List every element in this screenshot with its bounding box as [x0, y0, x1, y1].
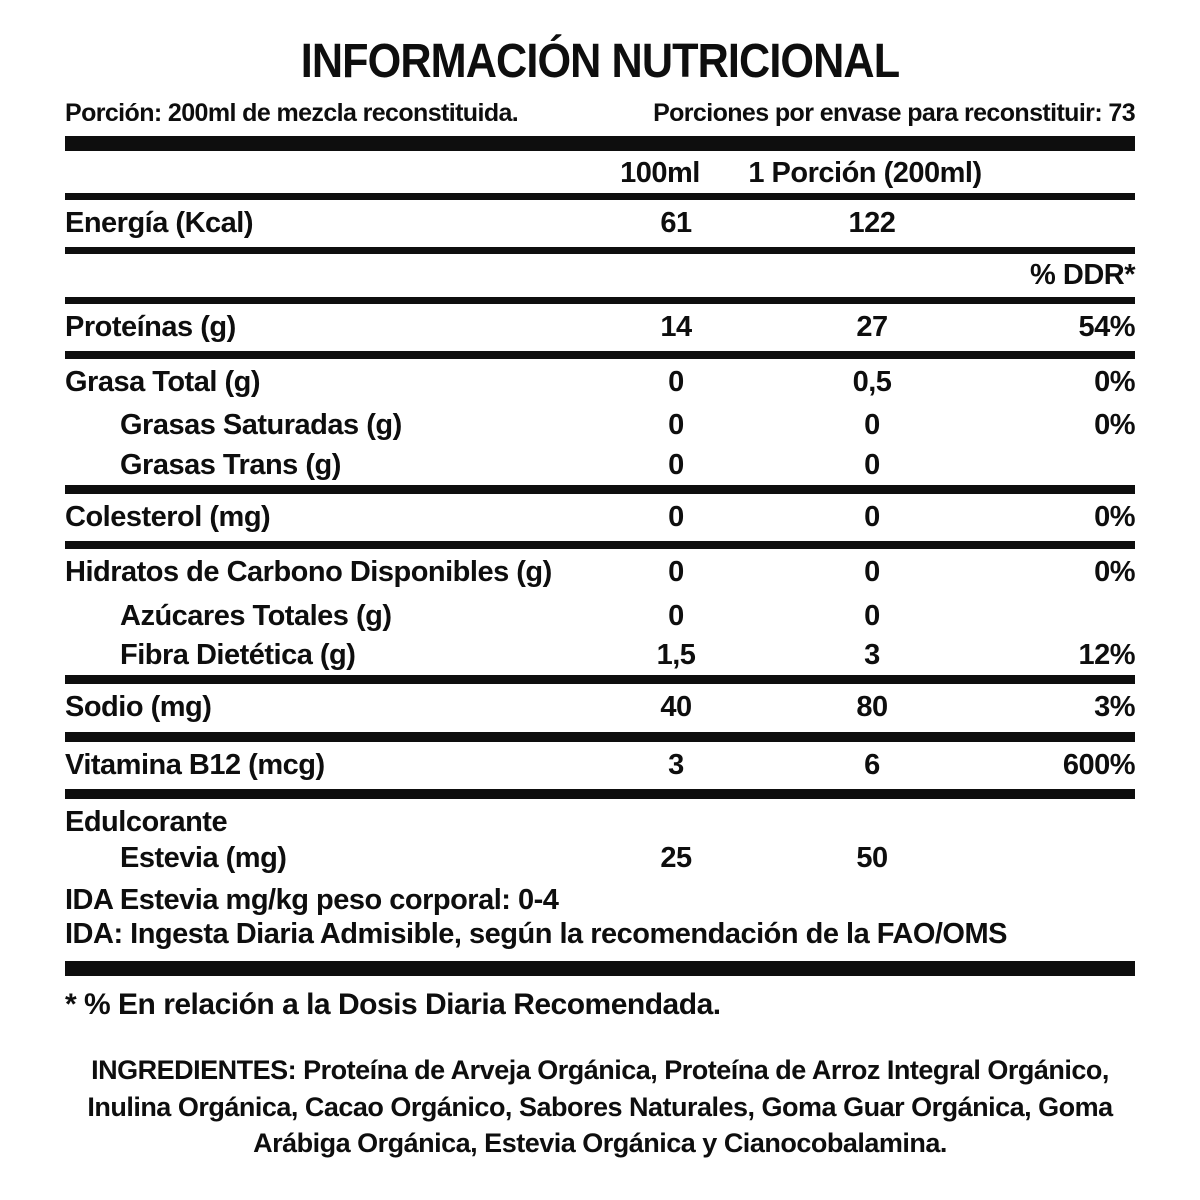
table-row-grasas-trans: [65, 446, 1135, 485]
table-row-estevia: [65, 839, 1135, 878]
value-ddr: 0%: [1094, 556, 1135, 589]
value-portion: 0: [864, 501, 880, 534]
value-ddr: [937, 449, 1135, 482]
nutrition-table: [65, 151, 1135, 879]
value-portion: 122: [848, 207, 896, 239]
serving-portion: Porción: 200ml de mezcla reconstituida.: [65, 99, 519, 127]
value-ddr: [937, 207, 1135, 240]
column-header-ddr: % DDR*: [1030, 259, 1135, 292]
table-row-energia: [65, 200, 1135, 247]
ddr-footnote: * % En relación a la Dosis Diaria Recomendada.: [65, 988, 721, 1022]
row-label: Grasa Total (g): [65, 366, 260, 399]
value-100ml: 3: [668, 748, 684, 781]
value-ddr: 0%: [1094, 501, 1135, 534]
row-label: Hidratos de Carbono Disponibles (g): [65, 556, 552, 589]
table-row-edulcorante: [65, 799, 1135, 839]
table-row-proteinas: [65, 304, 1135, 351]
table-row-vitamina-b12: [65, 742, 1135, 789]
value-ddr: 12%: [1078, 639, 1135, 672]
value-portion: 6: [864, 748, 880, 781]
table-row-colesterol: [65, 494, 1135, 541]
value-100ml: 0: [668, 448, 684, 481]
row-label: Colesterol (mg): [65, 501, 271, 534]
table-row-grasas-saturadas: [65, 406, 1135, 445]
value-100ml: 1,5: [656, 639, 696, 672]
value-100ml: 25: [660, 842, 692, 875]
divider-thick-top: [65, 136, 1135, 151]
table-row-grasa-total: [65, 359, 1135, 406]
value-100ml: 0: [668, 556, 684, 589]
value-portion: 0,5: [852, 366, 892, 399]
ddr-header-row: [65, 254, 1135, 296]
value-portion: 0: [864, 448, 880, 481]
divider: [65, 541, 1135, 549]
divider: [65, 675, 1135, 684]
divider: [65, 247, 1135, 254]
value-ddr: 54%: [1078, 310, 1135, 343]
value-ddr: [937, 842, 1135, 875]
row-label: Fibra Dietética (g): [120, 639, 356, 672]
row-label: Grasas Saturadas (g): [120, 409, 402, 442]
divider: [65, 485, 1135, 494]
column-header-100ml: 100ml: [620, 157, 700, 189]
value-portion: 0: [864, 599, 880, 632]
row-label: Grasas Trans (g): [120, 448, 341, 481]
value-portion: 80: [856, 691, 888, 724]
value-100ml: 0: [668, 599, 684, 632]
table-row-sodio: [65, 684, 1135, 731]
value-100ml: 0: [668, 501, 684, 534]
servings-per-container: Porciones por envase para reconstituir: 73: [653, 99, 1135, 127]
ida-notes: [65, 883, 1135, 951]
table-row-azucares: [65, 597, 1135, 636]
row-label: Estevia (mg): [120, 842, 287, 875]
value-100ml: 61: [660, 207, 692, 239]
row-label: Azúcares Totales (g): [120, 599, 392, 632]
divider-thick-bottom: [65, 961, 1135, 976]
value-ddr: [937, 600, 1135, 633]
row-label: Proteínas (g): [65, 310, 236, 343]
divider: [65, 351, 1135, 359]
row-label: Vitamina B12 (mcg): [65, 748, 325, 781]
ida-line-2: IDA: Ingesta Diaria Admisible, según la recomendación de la FAO/OMS: [65, 918, 1007, 951]
value-portion: 0: [864, 556, 880, 589]
value-portion: 27: [856, 310, 888, 343]
ingredients-text: INGREDIENTES: Proteína de Arveja Orgánica, Proteína de Arroz Integral Orgánico, Inulina Orgánica, Cacao Orgánico, Sabores Naturales, Goma Guar Orgánica, Goma Arábiga Orgánica, Estevia Orgánica y Cianocobalamina.: [87, 1055, 1113, 1159]
page-title: INFORMACIÓN NUTRICIONAL: [300, 35, 900, 88]
serving-info: [65, 99, 1135, 128]
value-ddr: 600%: [1062, 748, 1135, 781]
column-header-row: [65, 151, 1135, 193]
value-100ml: 0: [668, 409, 684, 442]
row-label: Edulcorante: [65, 806, 228, 839]
value-ddr: 0%: [1094, 409, 1135, 442]
value-100ml: 40: [660, 691, 692, 724]
table-row-fibra: [65, 636, 1135, 675]
value-portion: 50: [856, 842, 888, 875]
divider: [65, 732, 1135, 742]
value-portion: 0: [864, 409, 880, 442]
divider: [65, 297, 1135, 304]
divider: [65, 789, 1135, 799]
column-header-portion: 1 Porción (200ml): [748, 157, 982, 189]
table-row-hidratos: [65, 549, 1135, 596]
value-100ml: 0: [668, 366, 684, 399]
value-portion: 3: [864, 639, 880, 672]
value-ddr: 3%: [1094, 691, 1135, 724]
ida-line-1: IDA Estevia mg/kg peso corporal: 0-4: [65, 883, 559, 916]
divider: [65, 193, 1135, 200]
row-label: Energía (Kcal): [65, 207, 253, 239]
value-100ml: 14: [660, 310, 692, 343]
value-ddr: 0%: [1094, 366, 1135, 399]
row-label: Sodio (mg): [65, 691, 212, 724]
